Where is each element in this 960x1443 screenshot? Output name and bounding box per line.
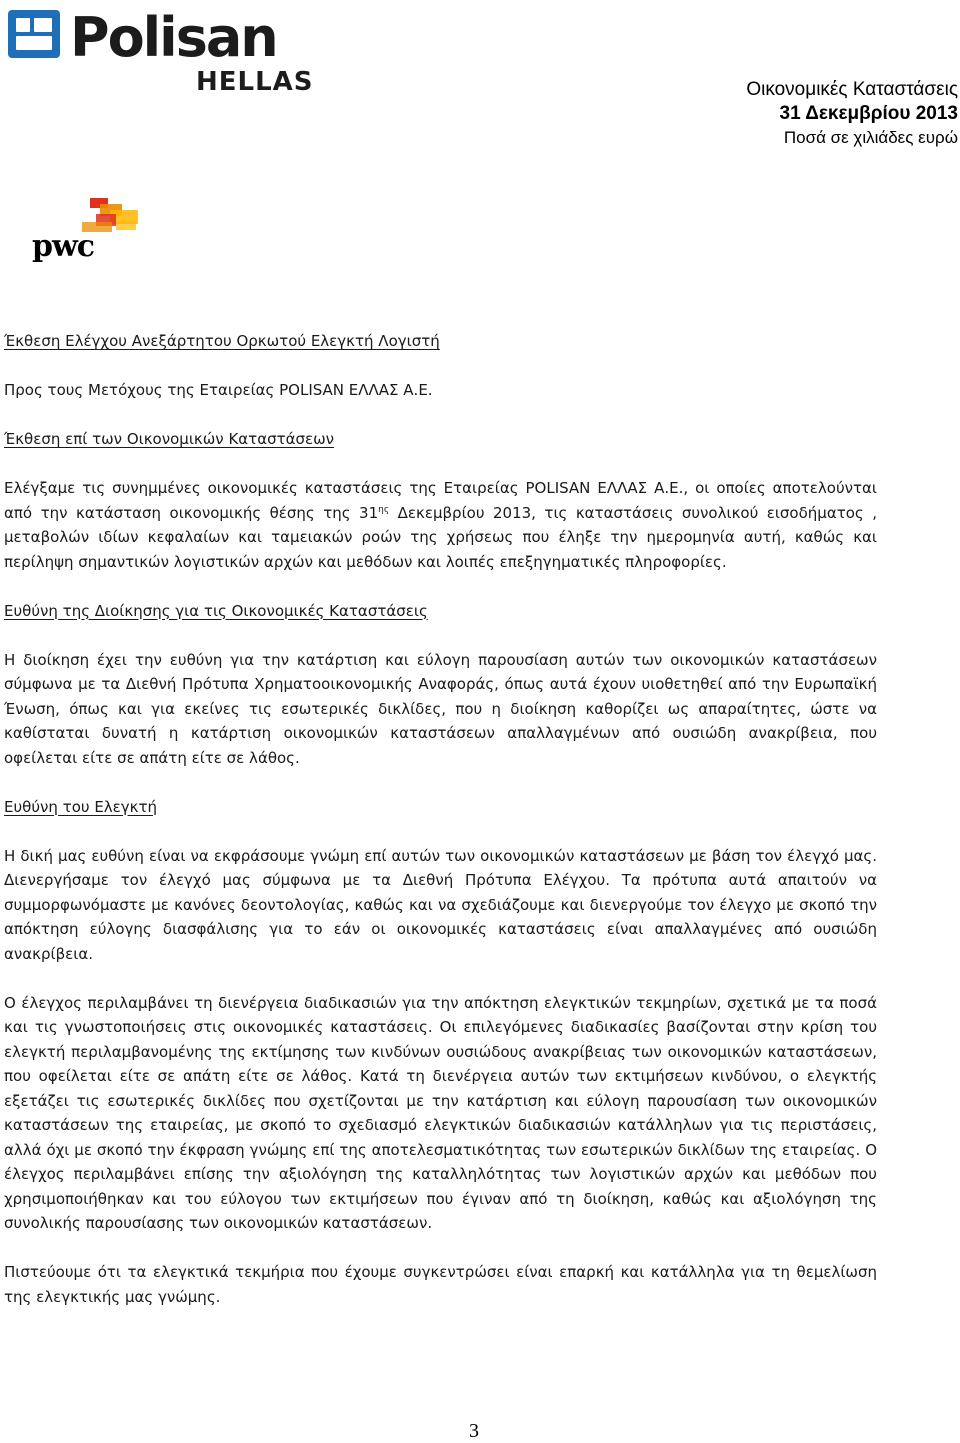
page-number: 3: [469, 1420, 479, 1442]
management-paragraph: Η διοίκηση έχει την ευθύνη για την κατάρτιση και εύλογη παρουσίαση αυτών των οικονομικών καταστάσεων σύμφωνα με τα Διεθνή Πρότυπα Χρηματοοικονομικής Αναφοράς, όπως αυτά έχουν υιοθετηθεί από την Ευρωπαϊκή Ένωση, όπως και για εκείνες τις εσωτερικές δικλίδες, που η διοίκηση καθορίζει ως απαραίτητες, ώστε να καθίσταται δυνατή η κατάρτιση οικονομικών καταστάσεων απαλλαγμένων από ουσιώδη ανακρίβεια, που οφείλεται είτε σε απάτη είτε σε λάθος.: [4, 650, 877, 767]
hellas-wordmark: HELLAS: [196, 67, 314, 97]
auditor-paragraph-2: Ο έλεγχος περιλαμβάνει τη διενέργεια διαδικασιών για την απόκτηση ελεγκτικών τεκμηρίων, σχετικά με τα ποσά και τις γνωστοποιήσεις στις οικονομικές καταστάσεις. Οι επιλεγόμενες διαδικασίες βασίζονται στην κρίση του ελεγκτή περιλαμβανομένης της εκτίμησης των κινδύνων ουσιώδους ανακρίβειας των οικονομικών καταστάσεων, που οφείλεται είτε σε απάτη είτε σε λάθος. Κατά τη διενέργεια αυτών των εκτιμήσεων κινδύνου, ο ελεγκτής εξετάζει τις εσωτερικές δικλίδες που σχετίζονται με την κατάρτιση και εύλογη παρουσίαση των οικονομικών καταστάσεων της εταιρείας, με σκοπό το σχεδιασμό ελεγκτικών διαδικασιών κατάλληλων για τις περιστάσεις, αλλά όχι με σκοπό την έκφραση γνώμης επί της αποτελεσματικότητας των εσωτερικών δικλίδων της εταιρείας. Ο έλεγχος περιλαμβάνει επίσης την αξιολόγηση της καταλληλότητας των λογιστικών αρχών και μεθόδων που χρησιμοποιήθηκαν και του εύλογου των εκτιμήσεων που έγιναν από τη διοίκηση, καθώς και αξιολόγηση της συνολικής παρουσίασης των οικονομικών καταστάσεων.: [4, 993, 877, 1232]
pwc-logo: [30, 196, 142, 262]
polisan-emblem-icon: [8, 10, 60, 58]
ordinal-superscript: ης: [378, 504, 390, 515]
intro-text-part1: Ελέγξαμε τις συνημμένες οικονομικές καταστάσεις της Εταιρείας POLISAN ΕΛΛΑΣ Α.Ε., οι οποίες αποτελούνται από την κατάσταση οικονομικής θέσης της 31: [4, 479, 877, 522]
section-heading-financial-statements: Έκθεση επί των Οικονομικών Καταστάσεων: [4, 430, 335, 448]
auditor-paragraph-3: Πιστεύουμε ότι τα ελεγκτικά τεκμήρια που έχουμε συγκεντρώσει είναι επαρκή και κατάλληλα για τη θεμελίωση της ελεγκτικής μας γνώμης.: [4, 1263, 877, 1306]
report-header-title: Οικονομικές Καταστάσεις: [746, 79, 958, 100]
polisan-wordmark: Polisan: [70, 6, 277, 69]
report-header-currency: Ποσά σε χιλιάδες ευρώ: [783, 128, 958, 147]
pwc-wordmark: pwc: [32, 229, 95, 262]
report-header: [538, 78, 958, 150]
report-header-date: 31 Δεκεμβρίου 2013: [779, 103, 958, 124]
section-heading-auditor: Ευθύνη του Ελεγκτή: [4, 797, 158, 816]
intro-text-part2: Δεκεμβρίου 2013, τις καταστάσεις συνολικού εισοδήματος , μεταβολών ιδίων κεφαλαίων και ταμειακών ροών της χρήσεως που έληξε την ημερομηνία αυτή, καθώς και περίληψη σημαντικών λογιστικών αρχών και μεθόδων και λοιπές επεξηγηματικές πληροφορίες.: [4, 503, 877, 571]
addressee-line: Προς τους Μετόχους της Εταιρείας POLISAN ΕΛΛΑΣ Α.Ε.: [4, 381, 433, 399]
section-heading-management: Ευθύνη της Διοίκησης για τις Οικονομικές Καταστάσεις: [4, 601, 428, 620]
report-title: Έκθεση Ελέγχου Ανεξάρτητου Ορκωτού Ελεγκτή Λογιστή: [4, 332, 440, 350]
polisan-hellas-logo: [6, 4, 322, 98]
intro-paragraph: [4, 476, 877, 574]
report-body: [4, 329, 877, 1334]
auditor-paragraph-1: Η δική μας ευθύνη είναι να εκφράσουμε γνώμη επί αυτών των οικονομικών καταστάσεων με βάση τον έλεγχό μας. Διενεργήσαμε τον έλεγχό μας σύμφωνα με τα Διεθνή Πρότυπα Ελέγχου. Τα πρότυπα αυτά απαιτούν να συμμορφωνόμαστε με κανόνες δεοντολογίας, καθώς και να σχεδιάζουμε και διενεργούμε τον έλεγχο με σκοπό την απόκτηση εύλογης διασφάλισης για το εάν οι οικονομικές καταστάσεις είναι απαλλαγμένες από ουσιώδη ανακρίβεια.: [4, 846, 877, 963]
